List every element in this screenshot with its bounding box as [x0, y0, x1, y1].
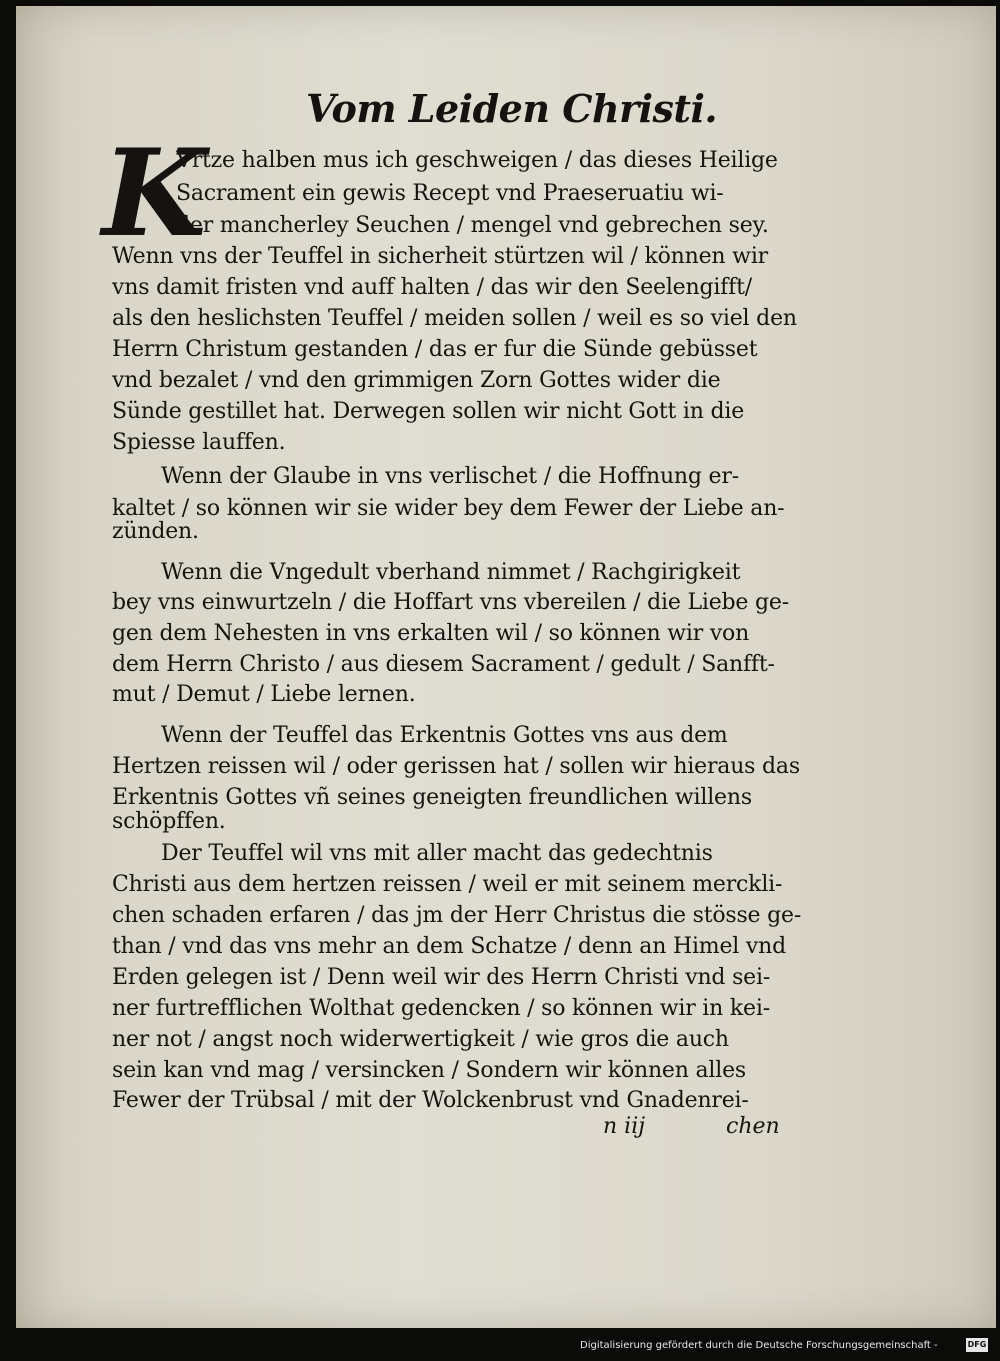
text-line: Der Teuffel wil vns mit aller macht das gedechtnis: [161, 841, 713, 866]
text-line: sein kan vnd mag / versincken / Sondern wir können alles: [112, 1058, 746, 1083]
text-line: als den heslichsten Teuffel / meiden sollen / weil es so viel den: [112, 306, 797, 331]
text-line: Wenn der Glaube in vns verlischet / die Hoffnung er-: [161, 464, 739, 489]
book-page: [16, 6, 996, 1328]
text-line: Fewer der Trübsal / mit der Wolckenbrust vnd Gnadenrei-: [112, 1088, 749, 1113]
text-line: Spiesse lauffen.: [112, 430, 286, 455]
text-line: mut / Demut / Liebe lernen.: [112, 682, 416, 707]
text-line: ner furtrefflichen Wolthat gedencken / so können wir in kei-: [112, 996, 770, 1021]
text-line: Erden gelegen ist / Denn weil wir des Herrn Christi vnd sei-: [112, 965, 771, 990]
text-line: vnd bezalet / vnd den grimmigen Zorn Gottes wider die: [112, 368, 721, 393]
text-line: gen dem Nehesten in vns erkalten wil / so können wir von: [112, 621, 750, 646]
text-line: Wenn die Vngedult vberhand nimmet / Rachgirigkeit: [161, 560, 741, 585]
text-line: Christi aus dem hertzen reissen / weil er mit seinem merckli-: [112, 872, 783, 897]
text-line: ner not / angst noch widerwertigkeit / wie gros die auch: [112, 1027, 729, 1052]
text-line: bey vns einwurtzeln / die Hoffart vns vbereilen / die Liebe ge-: [112, 590, 789, 615]
text-line: than / vnd das vns mehr an dem Schatze / denn an Himel vnd: [112, 934, 786, 959]
text-line: der mancherley Seuchen / mengel vnd gebrechen sey.: [176, 213, 769, 238]
text-line: kaltet / so können wir sie wider bey dem Fewer der Liebe an-: [112, 496, 785, 521]
text-line: chen schaden erfaren / das jm der Herr Christus die stösse ge-: [112, 903, 802, 928]
text-line: dem Herrn Christo / aus diesem Sacrament / gedult / Sanfft-: [112, 652, 775, 677]
signature-mark: n iij: [603, 1114, 646, 1139]
drop-capital: K: [102, 123, 207, 264]
catchword: chen: [726, 1114, 780, 1139]
dfg-logo: DFG: [966, 1338, 988, 1352]
text-line: Vrtze halben mus ich geschweigen / das dieses Heilige: [176, 148, 778, 173]
text-line: Hertzen reissen wil / oder gerissen hat / sollen wir hieraus das: [112, 754, 800, 779]
text-line: Wenn der Teuffel das Erkentnis Gottes vns aus dem: [161, 723, 728, 748]
text-line: vns damit fristen vnd auff halten / das wir den Seelengifft/: [112, 275, 752, 300]
digitization-credit: Digitalisierung gefördert durch die Deutsche Forschungsgemeinschaft -: [580, 1340, 938, 1351]
text-line: Erkentnis Gottes vñ seines geneigten freundlichen willens: [112, 785, 752, 810]
text-line: Herrn Christum gestanden / das er fur die Sünde gebüsset: [112, 337, 758, 362]
text-line: zünden.: [112, 519, 199, 544]
page-title: Vom Leiden Christi.: [306, 86, 718, 131]
text-line: Wenn vns der Teuffel in sicherheit stürtzen wil / können wir: [112, 244, 768, 269]
text-line: schöpffen.: [112, 809, 226, 834]
text-line: Sacrament ein gewis Recept vnd Praeseruatiu wi-: [176, 181, 724, 206]
text-line: Sünde gestillet hat. Derwegen sollen wir nicht Gott in die: [112, 399, 745, 424]
